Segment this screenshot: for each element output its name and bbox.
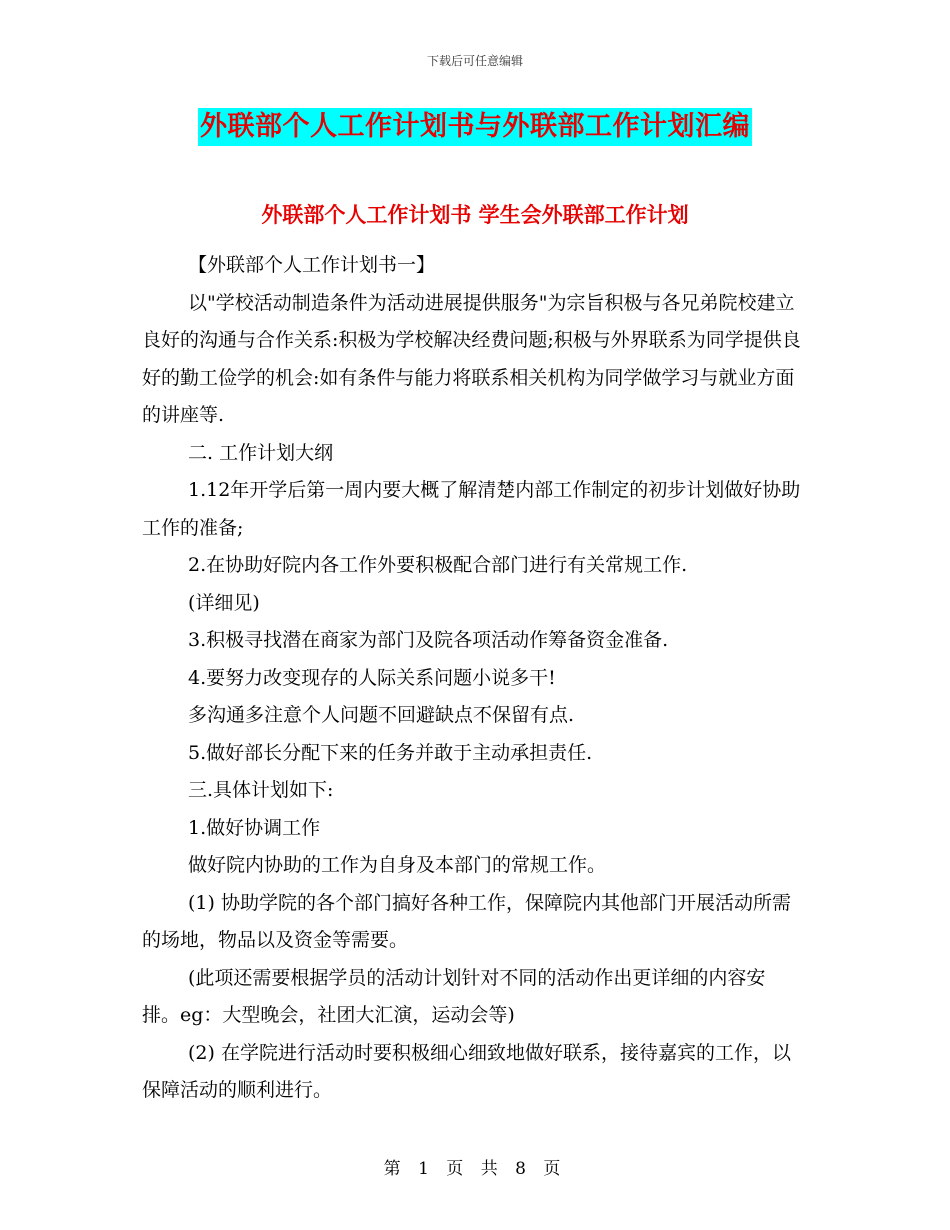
paragraph-detail-note: (详细见) bbox=[188, 591, 260, 614]
paragraph-purpose: 以"学校活动制造条件为活动进展提供服务"为宗旨积极与各兄弟院校建立良好的沟通与合作关系:积极为学校解决经费问题;积极与外界联系为同学提供良好的勤工俭学的机会:如有条件与能力将联系相关机构为同学做学习与就业方面的讲座等. bbox=[142, 291, 801, 426]
paragraph-item-3: 3.积极寻找潜在商家为部门及院各项活动作筹备资金准备. bbox=[188, 629, 669, 651]
paragraph-outline-heading: 二. 工作计划大纲 bbox=[188, 441, 334, 464]
paragraph-item-1: 1.12年开学后第一周内要大概了解清楚内部工作制定的初步计划做好协助工作的准备; bbox=[142, 479, 801, 539]
main-title: 外联部个人工作计划书与外联部工作计划汇编 bbox=[198, 108, 752, 146]
sub-title: 外联部个人工作计划书 学生会外联部工作计划 bbox=[261, 202, 689, 227]
main-title-container bbox=[0, 108, 950, 146]
paragraph-plan-heading: 三.具体计划如下: bbox=[188, 779, 334, 801]
paragraph-section-heading: 【外联部个人工作计划书一】 bbox=[188, 254, 436, 276]
paragraph-subitem-1: (1) 协助学院的各个部门搞好各种工作，保障院内其他部门开展活动所需的场地，物品以及资金等需要。 bbox=[142, 891, 791, 951]
paragraph-item-2: 2.在协助好院内各工作外要积极配合部门进行有关常规工作. bbox=[188, 554, 688, 576]
paragraph-subitem-2: (2) 在学院进行活动时要积极细心细致地做好联系，接待嘉宾的工作，以保障活动的顺利进行。 bbox=[142, 1041, 791, 1101]
page-footer: 第 1 页 共 8 页 bbox=[383, 1159, 567, 1179]
page-header-note: 下载后可任意编辑 bbox=[426, 54, 523, 68]
paragraph-coordination-heading: 1.做好协调工作 bbox=[188, 816, 321, 839]
paragraph-item-4-note: 多沟通多注意个人问题不回避缺点不保留有点. bbox=[188, 704, 575, 726]
paragraph-item-5: 5.做好部长分配下来的任务并敢于主动承担责任. bbox=[188, 741, 593, 764]
paragraph-subitem-1-note: (此项还需要根据学员的活动计划针对不同的活动作出更详细的内容安排。eg：大型晚会，社团大汇演，运动会等) bbox=[142, 966, 766, 1026]
paragraph-item-4: 4.要努力改变现存的人际关系问题小说多干! bbox=[188, 666, 556, 689]
document-body bbox=[142, 247, 802, 1110]
paragraph-coordination-desc: 做好院内协助的工作为自身及本部门的常规工作。 bbox=[188, 854, 607, 876]
